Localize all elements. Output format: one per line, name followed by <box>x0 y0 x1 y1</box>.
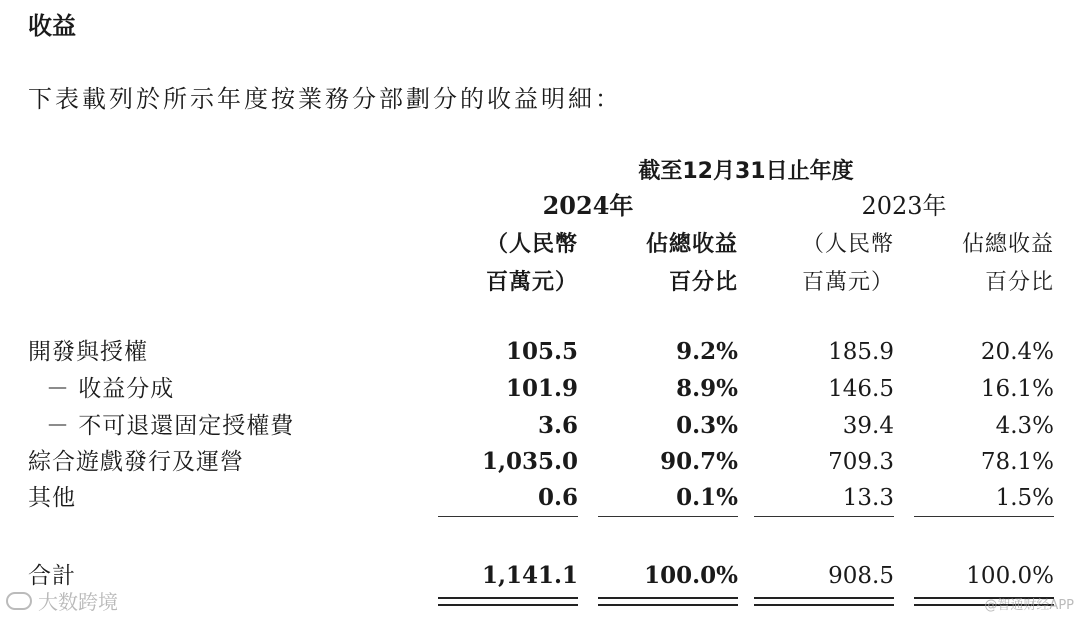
value-2023: 13.3 <box>842 485 894 511</box>
col-head-line: 百分比 <box>668 270 738 295</box>
col-head-line: （人民幣 <box>485 232 578 257</box>
col-head-line: 百萬元） <box>801 270 894 295</box>
watermark-left-text: 大数跨境 <box>38 590 118 614</box>
col-head-amount-2024 <box>438 226 578 302</box>
pct-2024: 90.7% <box>660 448 738 475</box>
total-pct-2024: 100.0% <box>644 562 738 589</box>
col-head-line: 百萬元） <box>485 270 578 295</box>
row-label: － 收益分成 <box>46 376 175 402</box>
pct-2023: 16.1% <box>980 376 1054 402</box>
intro-text: 下表載列於所示年度按業務分部劃分的收益明細： <box>28 85 622 113</box>
total-label: 合計 <box>28 563 76 589</box>
total-row <box>0 558 1080 594</box>
year-2023-header: 2023年 <box>861 192 947 220</box>
row-label: 綜合遊戲發行及運營 <box>28 449 244 475</box>
col-head-line: 百分比 <box>984 270 1054 295</box>
col-head-line: 佔總收益 <box>645 232 738 257</box>
value-2023: 146.5 <box>828 376 894 402</box>
pct-2024: 0.1% <box>676 484 738 511</box>
table-row <box>0 444 1080 480</box>
table-row <box>0 371 1080 407</box>
value-2024: 1,035.0 <box>481 448 578 475</box>
pct-2023: 1.5% <box>995 485 1054 511</box>
col-head-pct-2024 <box>598 226 738 302</box>
value-2023: 185.9 <box>828 339 894 365</box>
pct-2023: 78.1% <box>980 449 1054 475</box>
subtotal-rule <box>754 516 894 517</box>
period-header: 截至12月31日止年度 <box>638 159 854 184</box>
watermark-logo-icon <box>6 592 32 610</box>
value-2024: 101.9 <box>505 375 578 402</box>
year-2024-header: 2024年 <box>542 191 634 220</box>
pct-2024: 8.9% <box>676 375 738 402</box>
total-double-rule <box>754 597 894 606</box>
total-value-2023: 908.5 <box>828 563 894 589</box>
table-row <box>0 408 1080 444</box>
value-2024: 105.5 <box>505 338 578 365</box>
total-pct-2023: 100.0% <box>966 563 1054 589</box>
value-2023: 39.4 <box>842 413 894 439</box>
subtotal-rule <box>438 516 578 517</box>
value-2023: 709.3 <box>828 449 894 475</box>
row-label: － 不可退還固定授權費 <box>46 413 295 439</box>
total-value-2024: 1,141.1 <box>481 562 578 589</box>
col-head-line: （人民幣 <box>801 232 894 257</box>
row-label: 開發與授權 <box>28 339 148 365</box>
watermark-right: @智通财经APP <box>984 598 1074 613</box>
table-row <box>0 480 1080 516</box>
value-2024: 3.6 <box>537 412 578 439</box>
col-head-line: 佔總收益 <box>961 232 1054 257</box>
pct-2024: 0.3% <box>676 412 738 439</box>
col-head-amount-2023 <box>754 226 894 302</box>
total-double-rule <box>438 597 578 606</box>
subtotal-rule <box>914 516 1054 517</box>
value-2024: 0.6 <box>537 484 578 511</box>
total-double-rule <box>598 597 738 606</box>
pct-2024: 9.2% <box>676 338 738 365</box>
subtotal-rule <box>598 516 738 517</box>
col-head-pct-2023 <box>914 226 1054 302</box>
row-label: 其他 <box>28 485 76 511</box>
pct-2023: 20.4% <box>980 339 1054 365</box>
pct-2023: 4.3% <box>995 413 1054 439</box>
table-row <box>0 334 1080 370</box>
watermark-left <box>6 586 118 615</box>
section-title: 收益 <box>28 12 76 40</box>
